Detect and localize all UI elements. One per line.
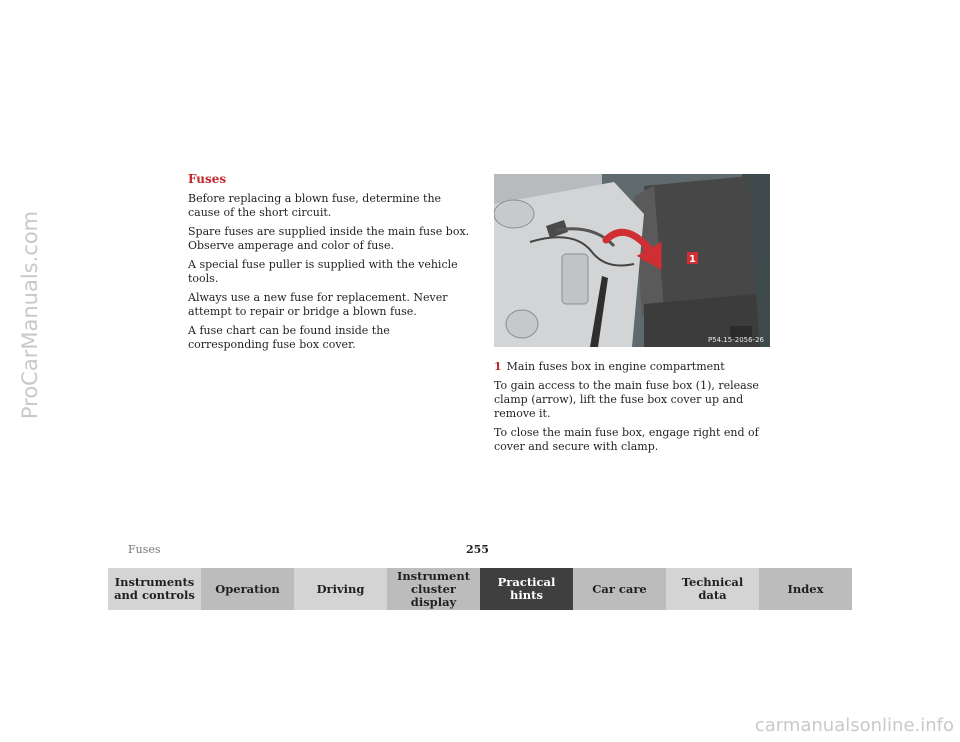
paragraph-new-fuse: Always use a new fuse for replacement. Never attempt to repair or bridge a blown fuse. [188,291,448,318]
side-watermark-text: ProCarManuals.com [18,210,42,420]
tab-technical-data[interactable]: Technical data [666,568,759,610]
caption-number: 1 [494,360,502,373]
tab-instruments-and-controls[interactable]: Instruments and controls [108,568,201,610]
figure-caption [494,360,779,374]
tab-car-care[interactable]: Car care [573,568,666,610]
paragraph-fuse-puller: A special fuse puller is supplied with the vehicle tools. [188,258,458,285]
fuse-box-illustration [494,174,770,347]
tab-operation[interactable]: Operation [201,568,294,610]
tab-instrument-cluster-display[interactable]: Instrument cluster display [387,568,480,610]
page-number: 255 [466,543,489,556]
section-heading: Fuses [188,172,227,186]
paragraph-fuse-chart: A fuse chart can be found inside the corresponding fuse box cover. [188,324,390,351]
bottom-watermark: carmanualsonline.info [754,715,954,736]
left-column [188,172,470,357]
chapter-tabs [108,568,852,610]
paragraph-spare-fuses: Spare fuses are supplied inside the main fuse box. Observe amperage and color of fuse. [188,225,470,252]
caption-text: Main fuses box in engine compartment [506,360,725,373]
tab-practical-hints[interactable]: Practical hints [480,568,573,610]
tab-driving[interactable]: Driving [294,568,387,610]
tab-index[interactable]: Index [759,568,852,610]
figure-code: P54.15-2056-26 [707,336,764,344]
paragraph-open-fuse-box: To gain access to the main fuse box (1), release clamp (arrow), lift the fuse box cover up and remove it. [494,379,759,420]
paragraph-cause: Before replacing a blown fuse, determine the cause of the short circuit. [188,192,442,219]
right-column [494,360,779,459]
footer-section-title: Fuses [128,543,161,556]
paragraph-close-fuse-box: To close the main fuse box, engage right end of cover and secure with clamp. [494,426,759,453]
side-watermark [10,165,50,465]
figure-callout-label: 1 [689,254,696,265]
